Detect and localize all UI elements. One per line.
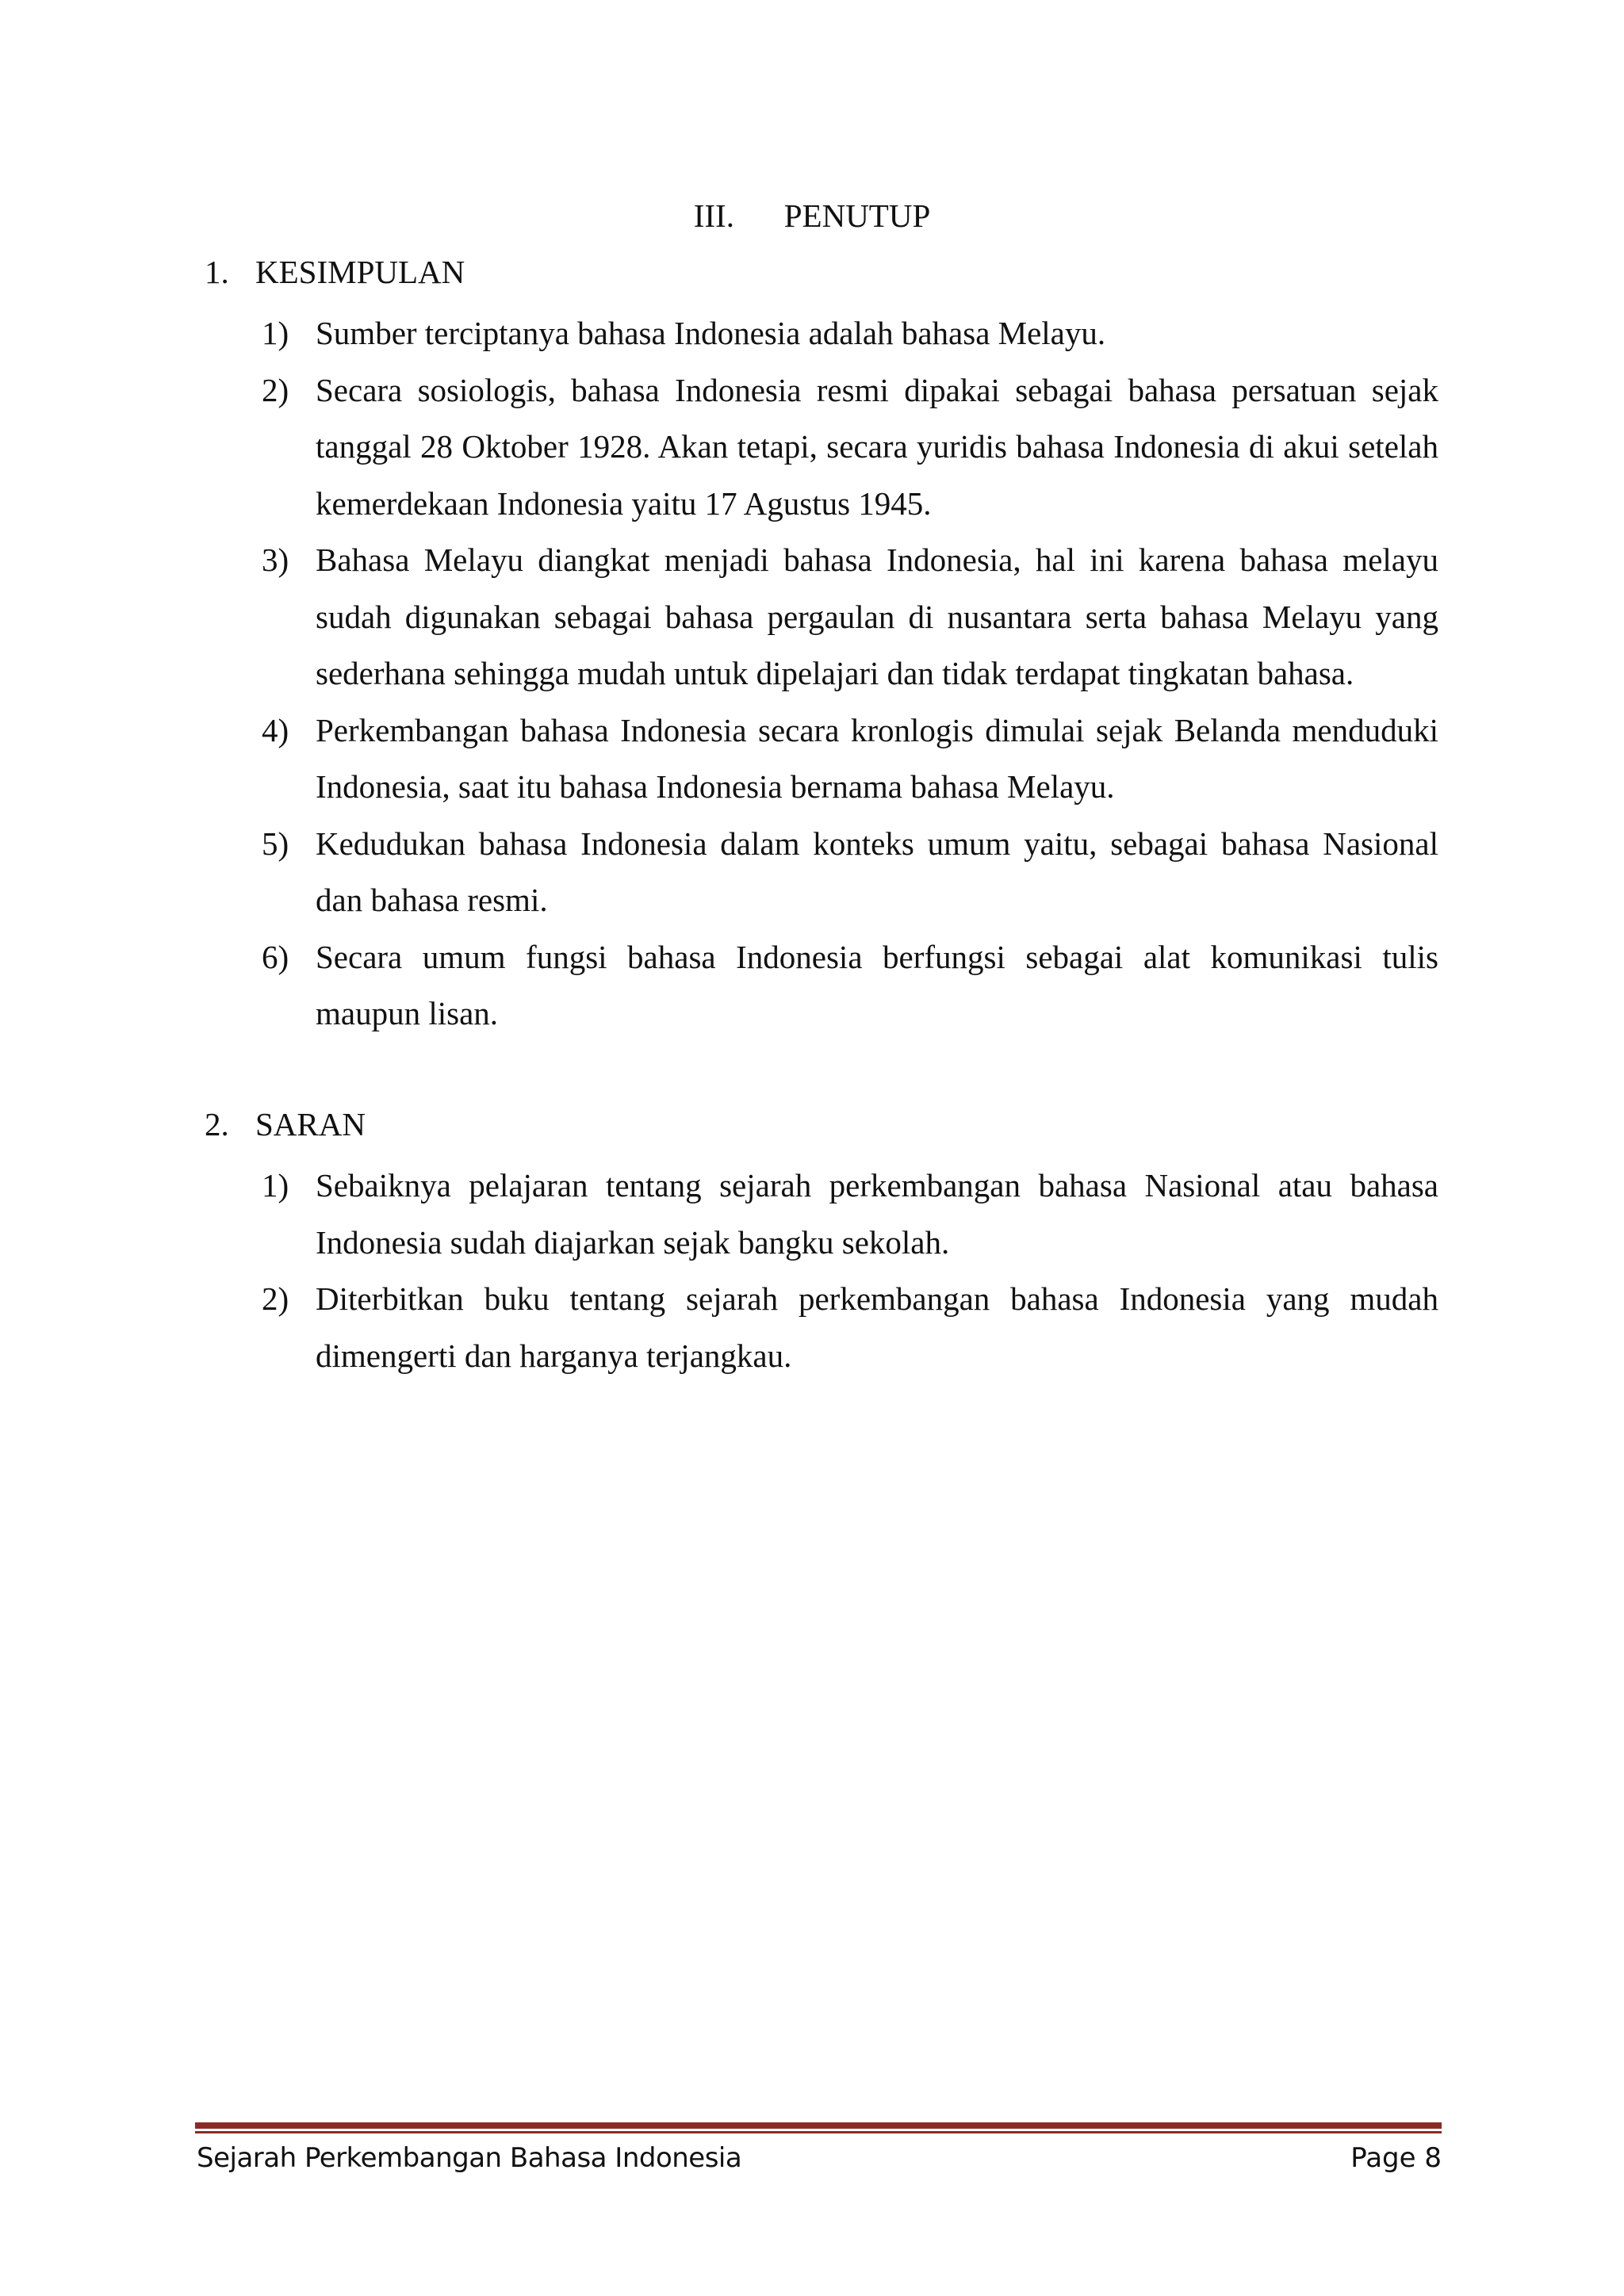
footer-rule <box>195 2122 1442 2133</box>
section-heading <box>205 250 1438 305</box>
section-kesimpulan <box>205 250 1438 1043</box>
item-number: 1) <box>262 315 289 351</box>
item-text: Sebaiknya pelajaran tentang sejarah perkembangan bahasa Nasional atau bahasa Indonesia sudah diajarkan sejak bangku sekolah. <box>316 1167 1438 1261</box>
item-number: 4) <box>262 711 289 748</box>
item-text: Diterbitkan buku tentang sejarah perkembangan bahasa Indonesia yang mudah dimengerti dan harganya terjangkau. <box>316 1280 1438 1374</box>
item-text: Secara sosiologis, bahasa Indonesia resmi dipakai sebagai bahasa persatuan sejak tanggal 28 Oktober 1928. Akan tetapi, secara yuridis bahasa Indonesia di akui setelah kemerdekaan Indonesia yaitu 17 Agustus 1945. <box>316 371 1438 522</box>
chapter-heading: PENUTUP <box>783 197 931 234</box>
item-text: Bahasa Melayu diangkat menjadi bahasa Indonesia, hal ini karena bahasa melayu sudah digunakan sebagai bahasa pergaulan di nusantara serta bahasa Melayu yang sederhana sehingga mudah untuk dipelajari dan tidak terdapat tingkatan bahasa. <box>316 541 1438 691</box>
list-item <box>205 816 1438 929</box>
footer-rule-thick <box>195 2122 1442 2129</box>
item-text: Kedudukan bahasa Indonesia dalam konteks umum yaitu, sebagai bahasa Nasional dan bahasa resmi. <box>316 825 1438 918</box>
item-number: 2) <box>262 1280 289 1317</box>
item-number: 6) <box>262 938 289 975</box>
section-title: SARAN <box>255 1106 366 1142</box>
footer-page-number: Page 8 <box>1350 2142 1442 2174</box>
list-item <box>205 532 1438 702</box>
chapter-title <box>0 193 1624 238</box>
suggestion-list <box>205 1158 1438 1384</box>
section-number: 1. <box>205 254 229 290</box>
section-heading <box>205 1102 1438 1158</box>
footer-rule-thin <box>195 2131 1442 2133</box>
conclusion-list <box>205 305 1438 1043</box>
section-saran <box>205 1102 1438 1384</box>
item-number: 2) <box>262 371 289 408</box>
item-text: Perkembangan bahasa Indonesia secara kronlogis dimulai sejak Belanda menduduki Indonesia, saat itu bahasa Indonesia bernama bahasa Melayu. <box>316 711 1438 805</box>
section-number: 2. <box>205 1106 229 1142</box>
section-title: KESIMPULAN <box>255 254 465 290</box>
list-item <box>205 1271 1438 1384</box>
chapter-number: III. <box>693 197 734 234</box>
list-item <box>205 305 1438 362</box>
list-item <box>205 929 1438 1043</box>
item-text: Sumber terciptanya bahasa Indonesia adalah bahasa Melayu. <box>316 315 1106 351</box>
list-item <box>205 702 1438 816</box>
item-number: 5) <box>262 825 289 862</box>
footer-document-title: Sejarah Perkembangan Bahasa Indonesia <box>197 2142 742 2174</box>
list-item <box>205 362 1438 533</box>
list-item <box>205 1158 1438 1271</box>
item-text: Secara umum fungsi bahasa Indonesia berfungsi sebagai alat komunikasi tulis maupun lisan. <box>316 938 1438 1031</box>
item-number: 3) <box>262 541 289 578</box>
item-number: 1) <box>262 1167 289 1203</box>
